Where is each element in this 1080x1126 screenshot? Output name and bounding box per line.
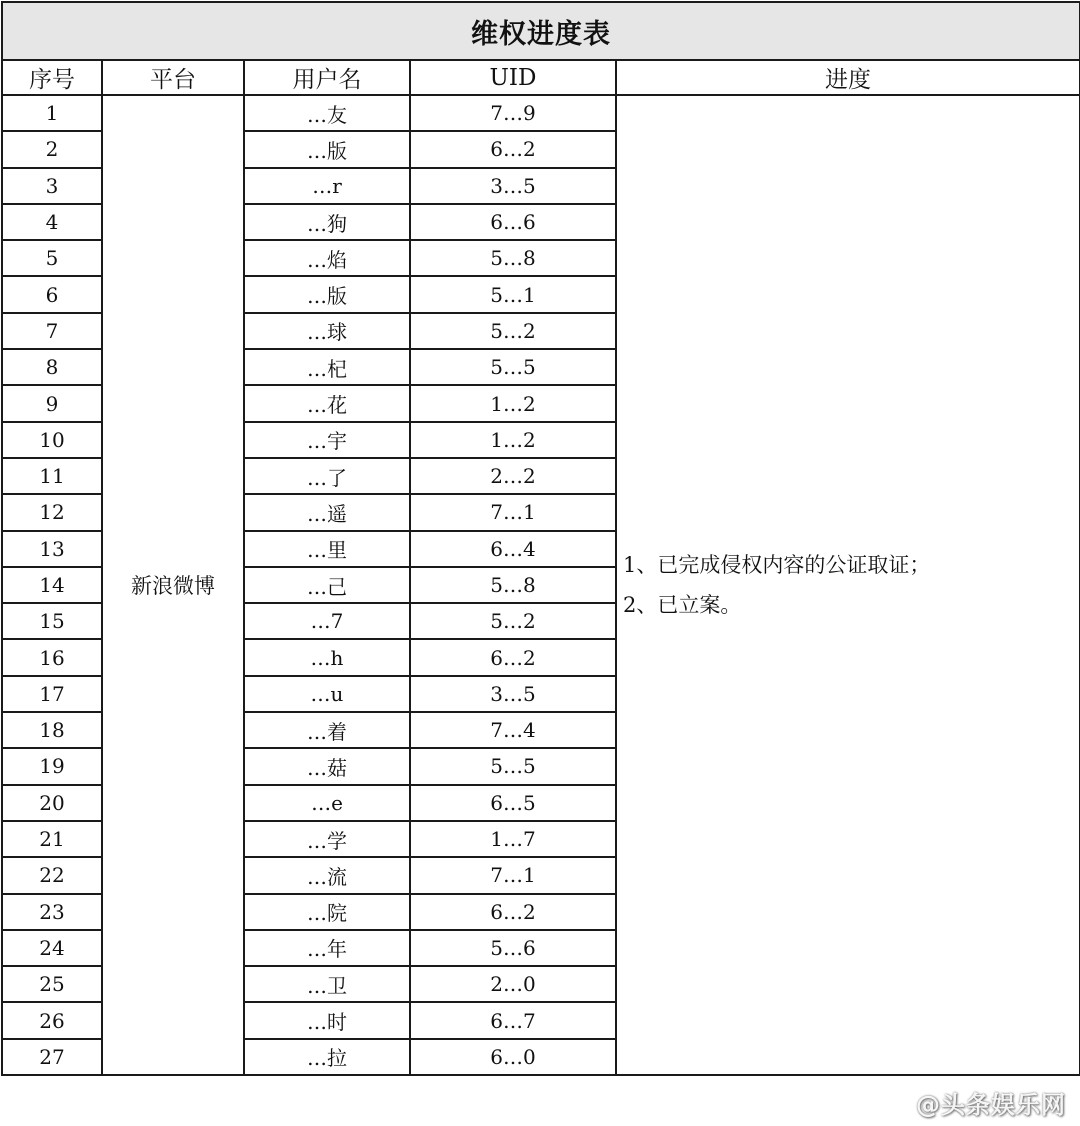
header-progress: 进度 xyxy=(616,60,1080,95)
row-username: …球 xyxy=(244,313,410,349)
row-index: 12 xyxy=(2,494,102,530)
row-index: 27 xyxy=(2,1039,102,1075)
row-uid: 6…2 xyxy=(410,131,616,167)
row-index: 7 xyxy=(2,313,102,349)
row-username: …狗 xyxy=(244,204,410,240)
row-uid: 5…1 xyxy=(410,276,616,312)
row-index: 14 xyxy=(2,567,102,603)
row-username: …遥 xyxy=(244,494,410,530)
row-username: …焰 xyxy=(244,240,410,276)
header-index: 序号 xyxy=(2,60,102,95)
row-username: …e xyxy=(244,785,410,821)
row-uid: 5…5 xyxy=(410,748,616,784)
row-uid: 7…4 xyxy=(410,712,616,748)
row-username: …拉 xyxy=(244,1039,410,1075)
row-uid: 5…5 xyxy=(410,349,616,385)
row-uid: 7…1 xyxy=(410,857,616,893)
row-username: …版 xyxy=(244,276,410,312)
row-username: …杞 xyxy=(244,349,410,385)
row-username: …流 xyxy=(244,857,410,893)
row-index: 25 xyxy=(2,966,102,1002)
row-uid: 7…1 xyxy=(410,494,616,530)
row-username: …7 xyxy=(244,603,410,639)
row-uid: 5…8 xyxy=(410,240,616,276)
table-row xyxy=(2,95,1080,131)
row-uid: 1…7 xyxy=(410,821,616,857)
platform-cell: 新浪微博 xyxy=(102,95,244,1075)
row-uid: 3…5 xyxy=(410,676,616,712)
row-username: …己 xyxy=(244,567,410,603)
row-username: …卫 xyxy=(244,966,410,1002)
header-uid: UID xyxy=(410,60,616,95)
row-uid: 6…6 xyxy=(410,204,616,240)
row-uid: 1…2 xyxy=(410,385,616,421)
row-index: 26 xyxy=(2,1002,102,1038)
row-index: 23 xyxy=(2,894,102,930)
row-index: 13 xyxy=(2,531,102,567)
row-index: 16 xyxy=(2,639,102,675)
row-uid: 7…9 xyxy=(410,95,616,131)
row-index: 2 xyxy=(2,131,102,167)
row-index: 18 xyxy=(2,712,102,748)
row-uid: 6…0 xyxy=(410,1039,616,1075)
row-uid: 2…2 xyxy=(410,458,616,494)
row-username: …花 xyxy=(244,385,410,421)
row-index: 11 xyxy=(2,458,102,494)
row-index: 10 xyxy=(2,422,102,458)
watermark: @头条娱乐网 xyxy=(916,1091,1066,1119)
row-index: 24 xyxy=(2,930,102,966)
row-username: …了 xyxy=(244,458,410,494)
row-index: 21 xyxy=(2,821,102,857)
row-uid: 6…7 xyxy=(410,1002,616,1038)
row-uid: 5…2 xyxy=(410,603,616,639)
row-username: …u xyxy=(244,676,410,712)
row-username: …学 xyxy=(244,821,410,857)
row-uid: 6…2 xyxy=(410,894,616,930)
progress-line: 2、已立案。 xyxy=(623,593,742,617)
row-index: 15 xyxy=(2,603,102,639)
row-uid: 3…5 xyxy=(410,168,616,204)
row-username: …时 xyxy=(244,1002,410,1038)
row-uid: 6…5 xyxy=(410,785,616,821)
row-uid: 6…4 xyxy=(410,531,616,567)
row-index: 9 xyxy=(2,385,102,421)
row-username: …里 xyxy=(244,531,410,567)
row-uid: 6…2 xyxy=(410,639,616,675)
row-username: …友 xyxy=(244,95,410,131)
row-uid: 5…8 xyxy=(410,567,616,603)
table-body xyxy=(2,95,1080,1075)
header-platform: 平台 xyxy=(102,60,244,95)
row-username: …年 xyxy=(244,930,410,966)
row-index: 5 xyxy=(2,240,102,276)
row-username: …菇 xyxy=(244,748,410,784)
row-username: …宇 xyxy=(244,422,410,458)
row-index: 3 xyxy=(2,168,102,204)
header-row xyxy=(2,60,1080,95)
progress-line: 1、已完成侵权内容的公证取证； xyxy=(623,553,931,577)
row-index: 4 xyxy=(2,204,102,240)
row-index: 1 xyxy=(2,95,102,131)
row-uid: 5…2 xyxy=(410,313,616,349)
rights-progress-table xyxy=(1,1,1080,1076)
table-title: 维权进度表 xyxy=(2,2,1080,60)
row-index: 20 xyxy=(2,785,102,821)
row-username: …院 xyxy=(244,894,410,930)
progress-cell xyxy=(616,95,1080,1075)
row-index: 8 xyxy=(2,349,102,385)
row-username: …r xyxy=(244,168,410,204)
row-index: 17 xyxy=(2,676,102,712)
row-uid: 2…0 xyxy=(410,966,616,1002)
row-index: 22 xyxy=(2,857,102,893)
row-username: …版 xyxy=(244,131,410,167)
row-uid: 1…2 xyxy=(410,422,616,458)
row-uid: 5…6 xyxy=(410,930,616,966)
header-username: 用户名 xyxy=(244,60,410,95)
row-index: 19 xyxy=(2,748,102,784)
row-username: …h xyxy=(244,639,410,675)
row-index: 6 xyxy=(2,276,102,312)
row-username: …着 xyxy=(244,712,410,748)
